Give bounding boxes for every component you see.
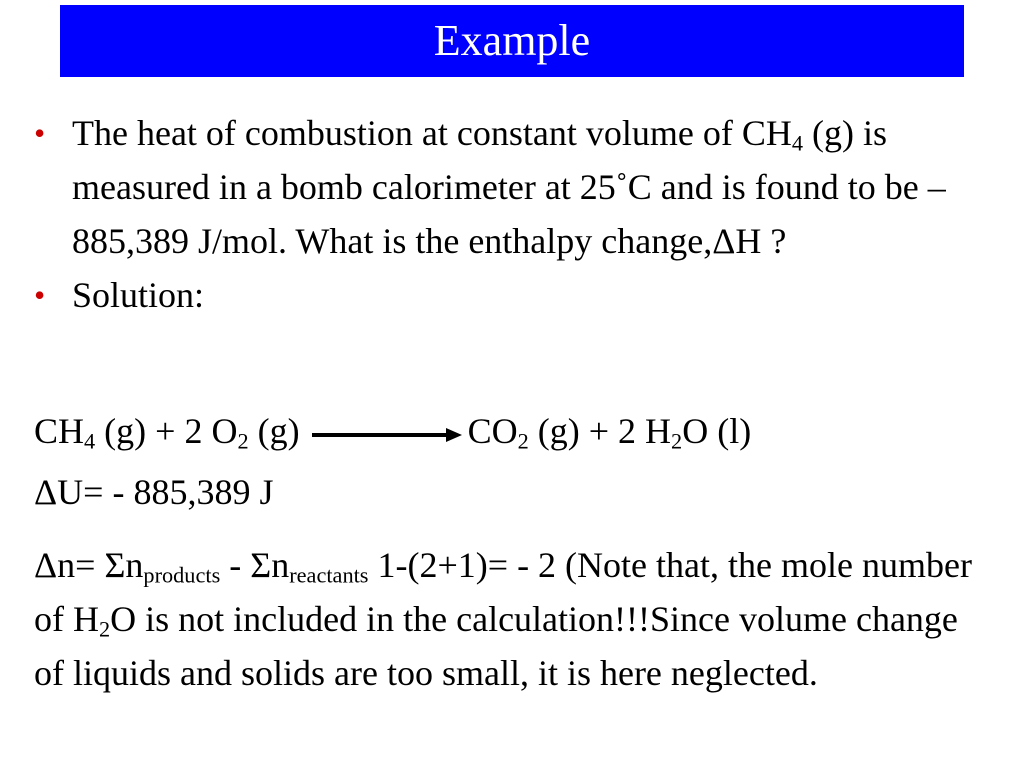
product-co-subscript: 2: [517, 428, 529, 454]
delta-u-line: ΔU= - 885,389 J: [34, 472, 274, 512]
delta-n-paragraph: [34, 538, 994, 700]
reaction-equation: [34, 404, 751, 458]
question-subscript: 4: [791, 130, 803, 156]
reactant-ch: CH: [34, 411, 85, 451]
reactant-o2-subscript: 2: [237, 428, 249, 454]
reactant-ch-subscript: 4: [84, 428, 96, 454]
product-text-1: (g) + 2 H: [528, 411, 672, 451]
question-text-2: (g) is measured in a bomb calorimeter at 25˚C and is found to be – 885,389 J/mol. What is the enthalpy change,ΔH ?: [72, 113, 946, 261]
bullet-dot-icon: •: [34, 277, 46, 313]
reactant-text-2: (g): [248, 411, 300, 451]
product-h2-subscript: 2: [671, 428, 683, 454]
bullet-dot-icon: •: [34, 115, 46, 151]
bullet-solution: [34, 268, 954, 322]
reactant-text-1: (g) + 2 O: [95, 411, 238, 451]
delta-n-sub-products: products: [143, 562, 221, 588]
product-co: CO: [467, 411, 518, 451]
bullet-question: [34, 106, 954, 268]
bullet-list: [34, 106, 954, 322]
product-text-2: O (l): [682, 411, 752, 451]
delta-n-sub-reactants: reactants: [289, 562, 369, 588]
question-text-1: The heat of combustion at constant volume of CH: [72, 113, 792, 153]
delta-n-text-1: Δn= Σn: [34, 545, 144, 585]
delta-n-text-4: O is not included in the calculation!!!Since volume change of liquids and solids are too small, it is here neglected.: [34, 599, 958, 693]
delta-n-text-2: - Σn: [220, 545, 290, 585]
delta-n-text-3: 1-(2+1)= - 2 (Note that, the mole number of H: [34, 545, 972, 639]
delta-n-sub-h2: 2: [99, 616, 111, 642]
solution-label: Solution:: [72, 275, 205, 315]
slide-title: Example: [433, 16, 591, 65]
reaction-arrow-icon: [312, 424, 462, 446]
title-bar: [60, 5, 964, 77]
